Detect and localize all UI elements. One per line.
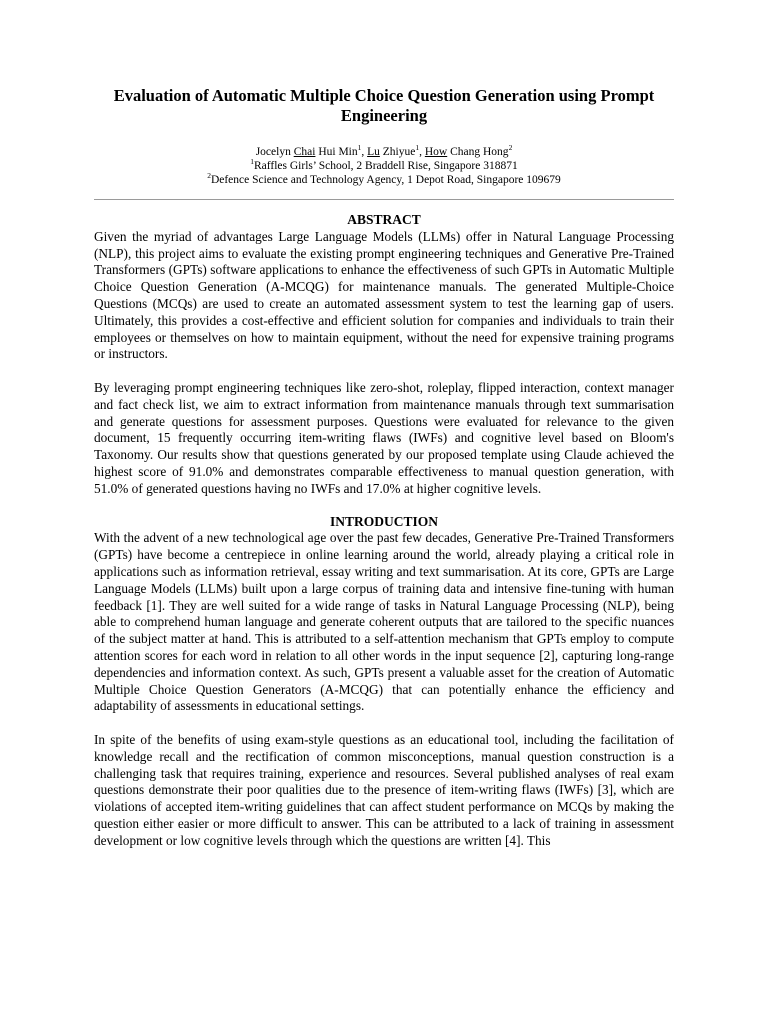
- affiliation-2: $^2$Defence Science and Technology Agency, 1 Depot Road, Singapore 109679: [207, 171, 561, 186]
- abstract-paragraph: Given the myriad of advantages Large Language Models (LLMs) offer in Natural Language Processing (NLP), this project aims to evaluate the existing prompt engineering techniques and Generative Pre-Trained Transformers (GPTs) software applications to enhance the effectiveness of such GPTs in Automatic Multiple Choice Question Generation (A-MCQG) for maintenance manuals. The generated Multiple-Choice Questions (MCQs) are used to create an automated assessment system to test the learning gap of users. Ultimately, this provides a cost-effective and efficient solution for companies and individuals to train their employees or themselves on how to maintain equipment, without the need for expensive training programs or instructors.: [94, 228, 674, 362]
- introduction-paragraph: In spite of the benefits of using exam-style questions as an educational tool, including the facilitation of knowledge recall and the rectification of common misconceptions, manual question construction is a challenging task that requires training, experience and resources. Several published analyses of real exam questions demonstrate their poor qualities due to the presence of item-writing flaws (IWFs) [3], which are violations of accepted item-writing guidelines that can affect student performance on MCQs by making the question either easier or more difficult to answer. This can be attributed to a lack of training in assessment development or low cognitive levels through which the questions are written [4]. This: [94, 731, 674, 848]
- affiliation-1: $^1$Raffles Girls’ School, 2 Braddell Rise, Singapore 318871: [250, 157, 518, 172]
- abstract-heading: ABSTRACT: [347, 212, 421, 227]
- abstract-paragraph: By leveraging prompt engineering techniques like zero-shot, roleplay, flipped interaction, context manager and fact check list, we aim to extract information from maintenance manuals through text summarisation and generate questions for assessment purposes. Questions were evaluated for relevance to the given document, 15 frequently occurring item-writing flaws (IWFs) and cognitive level based on Bloom's Taxonomy. Our results show that questions generated by our proposed template using Claude achieved the highest score of 91.0% and demonstrates comparable effectiveness to manual question generation, with 51.0% of generated questions having no IWFs and 17.0% at higher cognitive levels.: [94, 379, 674, 496]
- introduction-paragraph: With the advent of a new technological age over the past few decades, Generative Pre-Trained Transformers (GPTs) have become a centrepiece in online learning around the world, already playing a critical role in applications such as information retrieval, essay writing and text summarisation. At its core, GPTs are Large Language Models (LLMs) built upon a large corpus of training data and intensive fine-tuning with human feedback [1]. They are well suited for a wide range of tasks in Natural Language Processing (NLP), being able to comprehend human language and generate coherent outputs that are tailored to the specific nuances of the subject matter at hand. This is attributed to a self-attention mechanism that GPTs employ to compute attention scores for each word in relation to all other words in the input sequence [2], capturing long-range dependencies and information context. As such, GPTs present a valuable asset for the creation of Automatic Multiple Choice Question Generators (A-MCQG) that can potentially enhance the efficiency and adaptability of assessments in educational settings.: [94, 530, 674, 714]
- introduction-heading: INTRODUCTION: [329, 513, 438, 529]
- author-1: Jocelyn Chai Hui Min$^1$,: [255, 143, 368, 158]
- author-2: Lu Zhiyue$^1$,: [367, 143, 425, 158]
- paper-title: Evaluation of Automatic Multiple Choice Question Generation using Prompt Engineering: [113, 86, 655, 125]
- author-3: How Chang Hong$^2$: [424, 143, 513, 158]
- author-line: [94, 145, 674, 159]
- header-divider: [94, 199, 674, 200]
